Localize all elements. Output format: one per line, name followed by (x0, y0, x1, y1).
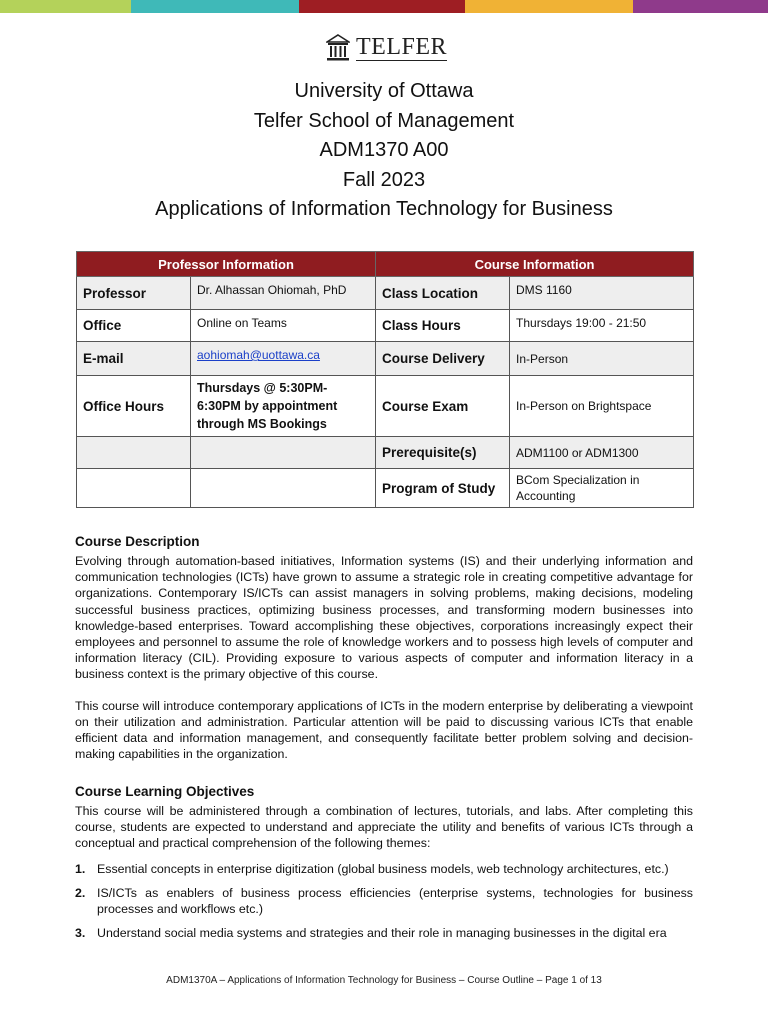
professor-info-header: Professor Information (77, 252, 376, 277)
row-value: In-Person on Brightspace (510, 376, 694, 437)
empty-cell (77, 437, 191, 469)
color-bar-segment (0, 0, 131, 13)
row-label: Class Location (376, 277, 510, 310)
color-bar-segment (131, 0, 299, 13)
empty-cell (77, 469, 191, 508)
empty-cell (191, 437, 376, 469)
description-paragraph: This course will introduce contemporary applications of ICTs in the modern enterprise by deliberating a viewpoint on their utilization and administration. Particular attention will be paid to discussing various ICTs that enable efficient data and information management, and consequently facilitate better problem solving and decision-making capabilities in the organization. (75, 698, 693, 762)
table-row (77, 310, 694, 342)
color-bar-segment (465, 0, 633, 13)
term: Fall 2023 (342, 168, 426, 191)
telfer-logo (326, 33, 447, 63)
row-value: BCom Specialization in Accounting (510, 469, 694, 508)
objectives-intro: This course will be administered through a combination of lectures, tutorials, and labs. After completing this course, students are expected to understand and appreciate the utility and benefits of various ICTs through a conceptual and practical comprehension of the following themes: (75, 804, 693, 851)
list-item: 2. IS/ICTs as enablers of business process efficiencies (enterprise systems, technologies for business processes and workflows etc.) (75, 885, 693, 917)
document-title (0, 77, 768, 225)
row-label: Professor (77, 277, 191, 310)
section-heading: Course Learning Objectives (75, 784, 255, 799)
info-table (76, 251, 694, 508)
objectives-list (75, 861, 693, 942)
color-bar-segment (299, 0, 465, 13)
list-item: 3. Understand social media systems and strategies and their role in managing businesses in the digital era (75, 926, 667, 941)
row-value: DMS 1160 (510, 277, 694, 310)
empty-cell (191, 469, 376, 508)
table-row (77, 469, 694, 508)
office-hours-value: Thursdays @ 5:30PM-6:30PM by appointment through MS Bookings (191, 376, 376, 437)
row-label: Course Exam (376, 376, 510, 437)
row-label: Prerequisite(s) (376, 437, 510, 469)
table-row (77, 277, 694, 310)
description-paragraph: Evolving through automation-based initiatives, Information systems (IS) and their underlying information and communication technologies (ICTs) have grown to assume a strategic role in creating competitive advantage for organizations. Contemporary IS/ICTs can assist managers in solving problems, making decisions, modeling successful business practices, optimizing business processes, and transforming modern businesses into knowledge-based enterprises. Toward accomplishing these objectives, corporations increasingly expect their employees and personnel to assume the role of knowledge workers and to possess high levels of computer and information literacy (CIL). Providing exposure to various aspects of computer and information literacy in a business context is the primary objective of this course. (75, 554, 693, 682)
table-row (77, 437, 694, 469)
course-description-section (75, 534, 693, 762)
row-label: Class Hours (376, 310, 510, 342)
university-name: University of Ottawa (294, 80, 474, 102)
row-value: In-Person (510, 342, 694, 376)
list-item: 1. Essential concepts in enterprise digitization (global business models, web technology architectures, etc.) (75, 861, 669, 876)
row-label: Program of Study (376, 469, 510, 508)
row-value: Dr. Alhassan Ohiomah, PhD (191, 277, 376, 310)
logo-text: TELFER (356, 34, 447, 60)
row-label: Office Hours (77, 376, 191, 437)
section-heading: Course Description (75, 534, 200, 549)
color-bar-segment (633, 0, 768, 13)
building-columns-icon (326, 34, 350, 62)
page-footer: ADM1370A – Applications of Information Technology for Business – Course Outline – Page 1 of 13 (166, 975, 602, 986)
email-link[interactable]: aohiomah@uottawa.ca (197, 348, 320, 362)
row-label: Office (77, 310, 191, 342)
course-info-header: Course Information (376, 252, 694, 277)
school-name: Telfer School of Management (253, 109, 515, 132)
row-value: ADM1100 or ADM1300 (510, 437, 694, 469)
course-code: ADM1370 A00 (319, 139, 449, 161)
row-label: E-mail (77, 342, 191, 376)
row-value: Online on Teams (191, 310, 376, 342)
table-row (77, 376, 694, 437)
learning-objectives-section (75, 784, 693, 949)
color-bar (0, 0, 768, 13)
row-value: Thursdays 19:00 - 21:50 (510, 310, 694, 342)
table-row (77, 342, 694, 376)
row-label: Course Delivery (376, 342, 510, 376)
course-title: Applications of Information Technology for Business (155, 198, 613, 220)
